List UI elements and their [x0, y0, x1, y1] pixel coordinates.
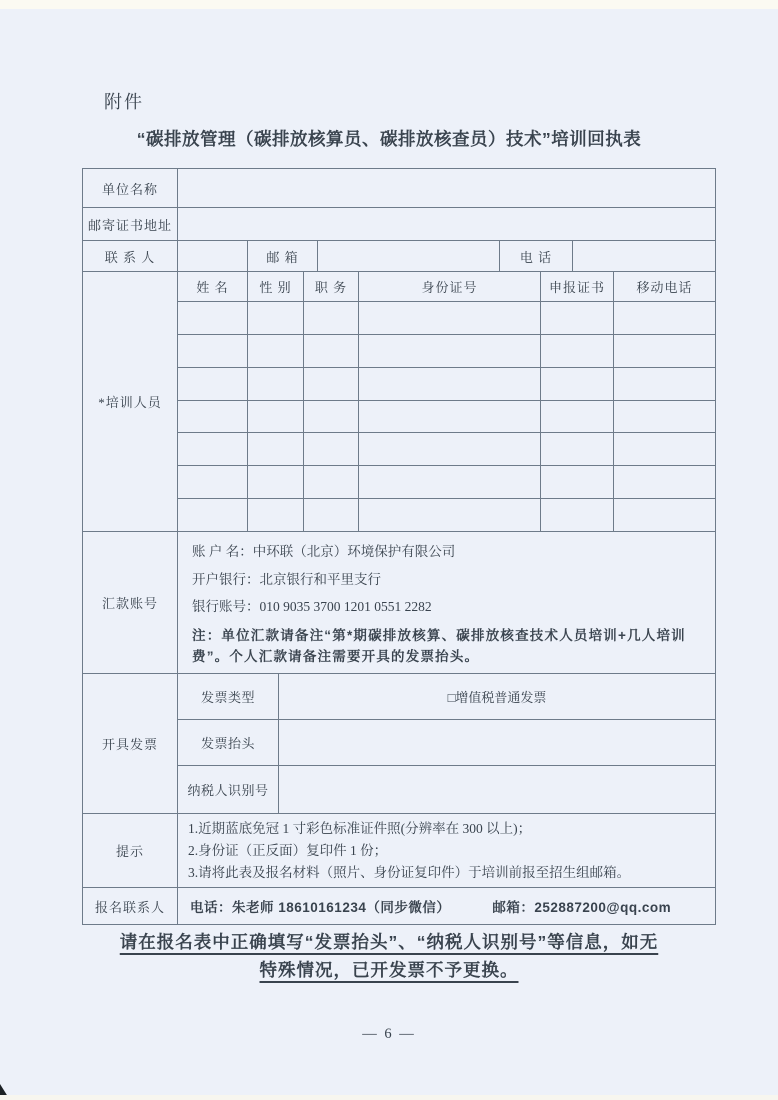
- email-field: [318, 241, 500, 271]
- trainee-empty-cell: [304, 302, 359, 334]
- trainee-empty-cell: [304, 499, 359, 531]
- trainee-empty-cell: [541, 302, 614, 334]
- trainee-empty-cell: [359, 335, 541, 367]
- trainee-empty-cell: [178, 302, 248, 334]
- row-mailing-address: [83, 208, 715, 241]
- trainee-header-row: [178, 272, 715, 301]
- trainee-empty-cell: [248, 368, 304, 400]
- trainee-empty-cell: [359, 302, 541, 334]
- trainee-empty-cell: [359, 368, 541, 400]
- remittance-account-number: 银行账号：010 9035 3700 1201 0551 2282: [192, 599, 432, 615]
- trainee-grid: [178, 272, 715, 531]
- registration-contact-label: 报名联系人: [83, 888, 178, 924]
- email-label: 邮 箱: [248, 241, 318, 271]
- remittance-bank: 开户银行：北京银行和平里支行: [192, 571, 381, 587]
- trainee-column-header: 申报证书: [541, 272, 614, 301]
- tips-label: 提示: [83, 814, 178, 887]
- registration-contact-phone: 电话：朱老师 18610161234（同步微信）: [190, 900, 451, 915]
- trainee-empty-cell: [304, 368, 359, 400]
- trainee-empty-cell: [178, 433, 248, 465]
- remittance-account-name: 账 户 名：中环联（北京）环境保护有限公司: [192, 544, 456, 559]
- remittance-label: 汇款账号: [83, 532, 178, 673]
- invoice-type-row: [178, 674, 715, 720]
- trainee-empty-cell: [178, 401, 248, 433]
- tip-item: 3.请将此表及报名材料（照片、身份证复印件）于培训前报至招生组邮箱。: [188, 864, 631, 880]
- trainee-empty-row: [178, 301, 715, 334]
- invoice-title-row: [178, 720, 715, 766]
- trainee-empty-cell: [614, 433, 715, 465]
- trainee-empty-cell: [541, 466, 614, 498]
- remittance-note: 注：单位汇款请备注“第*期碳排放核算、碳排放核查技术人员培训+几人培训费”。个人汇款请备注需要开具的发票抬头。: [192, 627, 686, 664]
- trainee-empty-cell: [359, 499, 541, 531]
- registration-contact-email: 邮箱：252887200@qq.com: [492, 900, 672, 915]
- trainee-column-header: 职 务: [304, 272, 359, 301]
- trainee-empty-cell: [248, 433, 304, 465]
- footer-notice-line2: 特殊情况，已开发票不予更换。: [259, 960, 519, 980]
- attachment-label: 附件: [104, 92, 144, 112]
- trainee-empty-row: [178, 367, 715, 400]
- trainee-empty-cell: [178, 499, 248, 531]
- trainees-label: *培训人员: [83, 272, 178, 531]
- contact-name-field: [178, 241, 248, 271]
- trainee-empty-cell: [178, 466, 248, 498]
- trainee-empty-row: [178, 465, 715, 498]
- footer-notice-line1: 请在报名表中正确填写“发票抬头”、“纳税人识别号”等信息，如无: [119, 932, 659, 952]
- trainee-column-header: 姓 名: [178, 272, 248, 301]
- trainee-empty-cell: [248, 499, 304, 531]
- unit-name-label: 单位名称: [83, 169, 178, 207]
- page-title: “碳排放管理（碳排放核算员、碳排放核查员）技术”培训回执表: [136, 129, 642, 149]
- trainee-column-header: 身份证号: [359, 272, 541, 301]
- trainee-empty-row: [178, 334, 715, 367]
- remittance-content: [178, 532, 715, 673]
- trainee-empty-cell: [248, 302, 304, 334]
- invoice-type-label: 发票类型: [178, 674, 279, 719]
- row-trainees: [83, 272, 715, 532]
- trainee-empty-cell: [541, 499, 614, 531]
- row-remittance: [83, 532, 715, 674]
- page-number: — 6 —: [362, 1026, 416, 1042]
- trainee-empty-cell: [614, 368, 715, 400]
- invoice-taxid-label: 纳税人识别号: [178, 766, 279, 813]
- trainee-empty-cell: [614, 466, 715, 498]
- scan-edge-bottom: [0, 1095, 778, 1100]
- footer-notice: [0, 928, 778, 984]
- row-tips: [83, 814, 715, 888]
- trainee-empty-cell: [541, 433, 614, 465]
- trainee-empty-cell: [248, 401, 304, 433]
- invoice-title-label: 发票抬头: [178, 720, 279, 765]
- tips-content: [178, 814, 715, 887]
- row-invoice: [83, 674, 715, 814]
- trainee-empty-cell: [541, 401, 614, 433]
- row-registration-contact: [83, 888, 715, 924]
- trainee-empty-cell: [614, 401, 715, 433]
- trainee-empty-cell: [248, 466, 304, 498]
- phone-label: 电 话: [500, 241, 573, 271]
- row-contact: [83, 241, 715, 272]
- form-table: [82, 168, 716, 925]
- invoice-taxid-field: [279, 766, 715, 813]
- invoice-type-checkbox-option: □增值税普通发票: [447, 690, 547, 705]
- trainee-empty-row: [178, 432, 715, 465]
- trainee-empty-cell: [614, 302, 715, 334]
- trainee-column-header: 移动电话: [636, 280, 693, 295]
- phone-field: [573, 241, 715, 271]
- invoice-taxid-row: [178, 766, 715, 813]
- mailing-address-field: [178, 208, 715, 240]
- trainee-empty-cell: [614, 499, 715, 531]
- unit-name-field: [178, 169, 715, 207]
- trainee-empty-cell: [248, 335, 304, 367]
- trainee-empty-cell: [614, 335, 715, 367]
- trainee-empty-cell: [304, 466, 359, 498]
- trainee-empty-cell: [304, 433, 359, 465]
- trainee-empty-cell: [359, 433, 541, 465]
- trainee-empty-cell: [304, 335, 359, 367]
- trainee-empty-cell: [178, 368, 248, 400]
- trainee-empty-cell: [359, 466, 541, 498]
- trainee-empty-row: [178, 400, 715, 433]
- mailing-address-label: 邮寄证书地址: [83, 208, 178, 240]
- trainee-column-header: 性 别: [248, 272, 304, 301]
- tip-item: 1.近期蓝底免冠 1 寸彩色标准证件照(分辨率在 300 以上)；: [188, 820, 532, 836]
- trainee-empty-cell: [541, 368, 614, 400]
- tip-item: 2.身份证（正反面）复印件 1 份；: [188, 842, 388, 858]
- invoice-label: 开具发票: [83, 674, 178, 813]
- trainee-empty-cell: [541, 335, 614, 367]
- registration-contact-content: [178, 888, 715, 924]
- invoice-title-field: [279, 720, 715, 765]
- invoice-subtable: [178, 674, 715, 813]
- trainee-empty-cell: [359, 401, 541, 433]
- trainee-empty-cell: [178, 335, 248, 367]
- trainee-empty-row: [178, 498, 715, 531]
- scan-edge-top: [0, 0, 778, 9]
- trainee-empty-cell: [304, 401, 359, 433]
- row-unit-name: [83, 169, 715, 208]
- contact-label: 联 系 人: [83, 241, 178, 271]
